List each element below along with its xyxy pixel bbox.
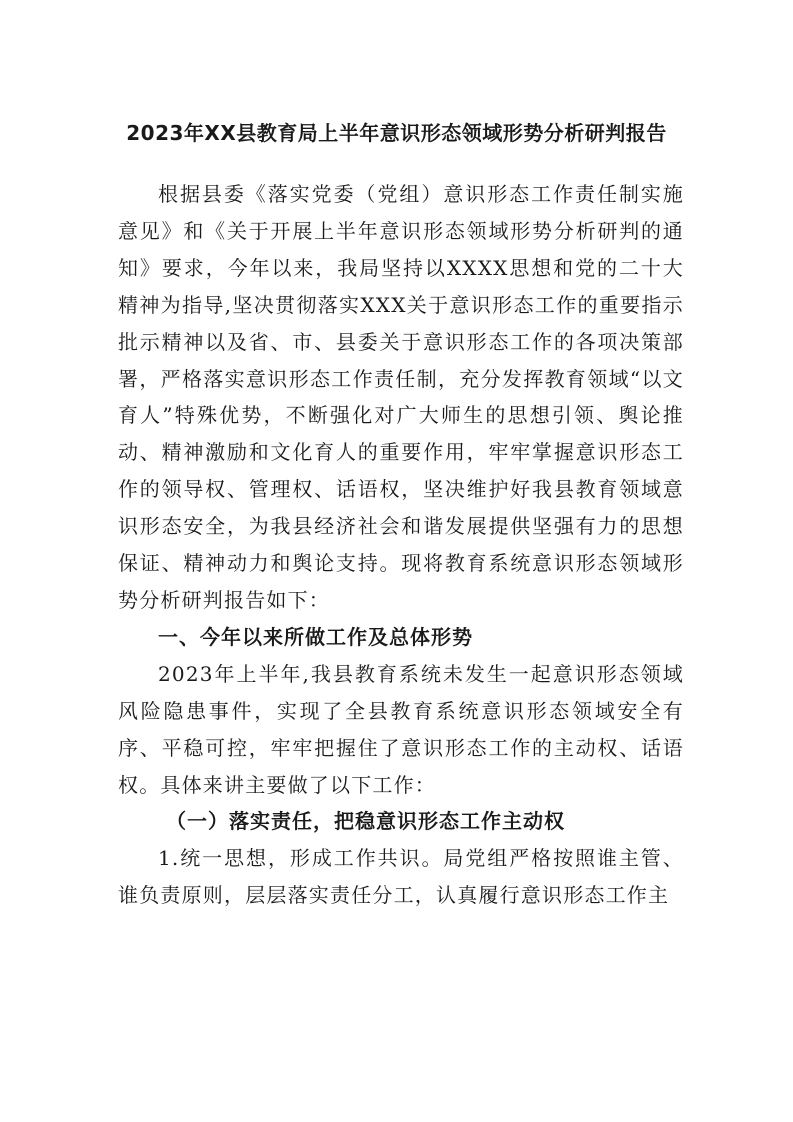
section-1-paragraph: 2023年上半年,我县教育系统未发生一起意识形态领域风险隐患事件，实现了全县教育系统意识形态领域安全有序、平稳可控，牢牢把握住了意识形态工作的主动权、话语权。具体来讲主要做了以下工作： (118, 661, 684, 797)
section-heading-1: 一、今年以来所做工作及总体形势 (158, 624, 473, 649)
subsection-heading-1: （一）落实责任，把稳意识形态工作主动权 (166, 809, 565, 834)
intro-paragraph: 根据县委《落实党委（党组）意识形态工作责任制实施意见》和《关于开展上半年意识形态领域形势分析研判的通知》要求，今年以来，我局坚持以XXXX思想和党的二十大精神为指导,坚决贯彻落实XXX关于意识形态工作的重要指示批示精神以及省、市、县委关于意识形态工作的各项决策部署，严格落实意识形态工作责任制，充分发挥教育领域“以文育人”特殊优势，不断强化对广大师生的思想引领、舆论推动、精神激励和文化育人的重要作用，牢牢掌握意识形态工作的领导权、管理权、话语权，坚决维护好我县教育领域意识形态安全，为我县经济社会和谐发展提供坚强有力的思想保证、精神动力和舆论支持。现将教育系统意识形态领域形势分析研判报告如下： (118, 182, 684, 612)
document-title: 2023年XX县教育局上半年意识形态领域形势分析研判报告 (126, 121, 667, 145)
document-body (118, 176, 684, 914)
item-1-paragraph: 1.统一思想，形成工作共识。局党组严格按照谁主管、谁负责原则，层层落实责任分工，认真履行意识形态工作主 (118, 846, 684, 908)
